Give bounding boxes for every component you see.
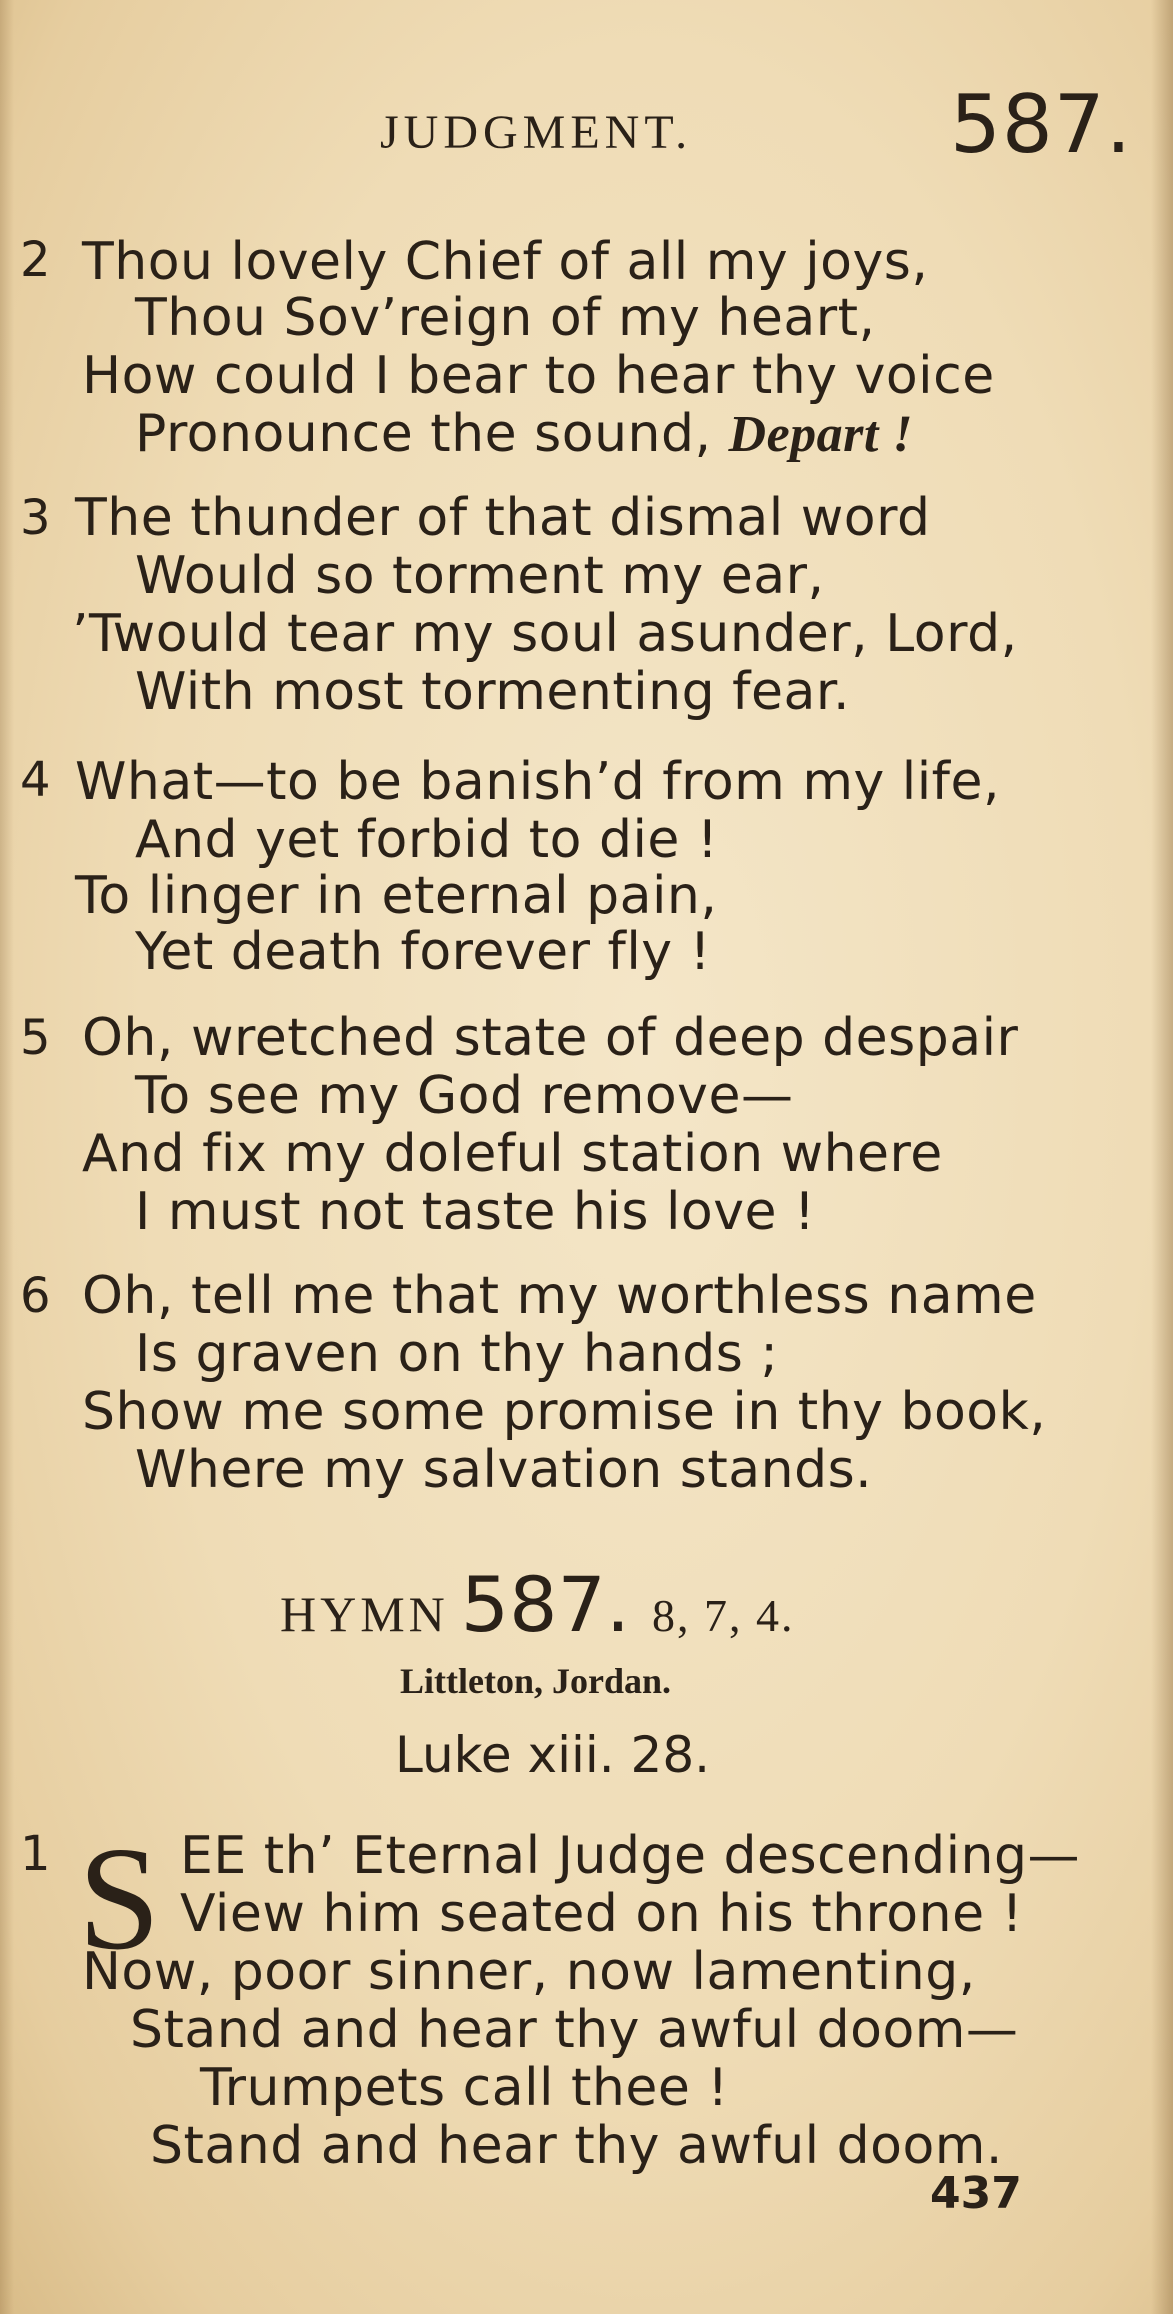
- verse-number: 1: [20, 1826, 51, 1882]
- verse-line: To linger in eternal pain,: [75, 866, 718, 926]
- verse-line: What—to be banish’d from my life,: [75, 752, 1001, 812]
- verse-line: Thou Sov’reign of my heart,: [135, 288, 876, 348]
- hymn-meter: 8, 7, 4.: [652, 1590, 795, 1641]
- verse-line: I must not taste his love !: [135, 1182, 816, 1242]
- scripture-reference: Luke xiii. 28.: [395, 1726, 711, 1784]
- signature-mark: 437: [930, 2168, 1022, 2219]
- verse-line: Yet death forever fly !: [135, 922, 711, 982]
- verse-line: ’Twould tear my soul asunder, Lord,: [72, 604, 1018, 664]
- verse-line: View him seated on his throne !: [180, 1884, 1023, 1944]
- tune-names: Littleton, Jordan.: [400, 1661, 672, 1701]
- verse-line: Oh, wretched state of deep despair: [82, 1008, 1019, 1068]
- verse-line: Now, poor sinner, now lamenting,: [82, 1942, 976, 2002]
- verse-line: Oh, tell me that my worthless name: [82, 1266, 1037, 1326]
- verse-number: 5: [20, 1010, 51, 1066]
- page-edge-shadow-right: [1151, 0, 1173, 2314]
- verse-line: Stand and hear thy awful doom—: [130, 2000, 1019, 2060]
- verse-line: Trumpets call thee !: [200, 2058, 729, 2118]
- verse-line: To see my God remove—: [135, 1066, 794, 1126]
- drop-cap: S: [78, 1817, 161, 1981]
- verse-line: And fix my doleful station where: [82, 1124, 943, 1184]
- hymn-label: HYMN: [280, 1586, 449, 1642]
- verse-line: Is graven on thy hands ;: [135, 1324, 779, 1384]
- verse-line: With most tormenting fear.: [135, 662, 850, 722]
- verse-line-text: Pronounce the sound,: [135, 404, 712, 464]
- italic-word: Depart !: [728, 406, 914, 463]
- verse-line: Stand and hear thy awful doom.: [150, 2116, 1003, 2176]
- hymn-heading: [280, 1560, 795, 1649]
- verse-line: Thou lovely Chief of all my joys,: [82, 232, 929, 292]
- verse-number: 6: [20, 1268, 51, 1324]
- verse-number: 2: [20, 232, 51, 288]
- verse-line: And yet forbid to die !: [135, 810, 719, 870]
- verse-line: Would so torment my ear,: [135, 546, 825, 606]
- verse-number: 3: [20, 490, 51, 546]
- verse-line: EE th’ Eternal Judge descending—: [180, 1826, 1081, 1886]
- page-number: 587.: [950, 78, 1133, 171]
- verse-line: Show me some promise in thy book,: [82, 1382, 1047, 1442]
- verse-line: The thunder of that dismal word: [75, 488, 931, 548]
- verse-line: [135, 404, 913, 464]
- verse-line: Where my salvation stands.: [135, 1440, 873, 1500]
- running-head-title: JUDGMENT.: [380, 106, 693, 159]
- verse-number: 4: [20, 752, 51, 808]
- hymn-number: 587.: [460, 1560, 631, 1649]
- verse-line: How could I bear to hear thy voice: [82, 346, 995, 406]
- page-edge-shadow-left: [0, 0, 14, 2314]
